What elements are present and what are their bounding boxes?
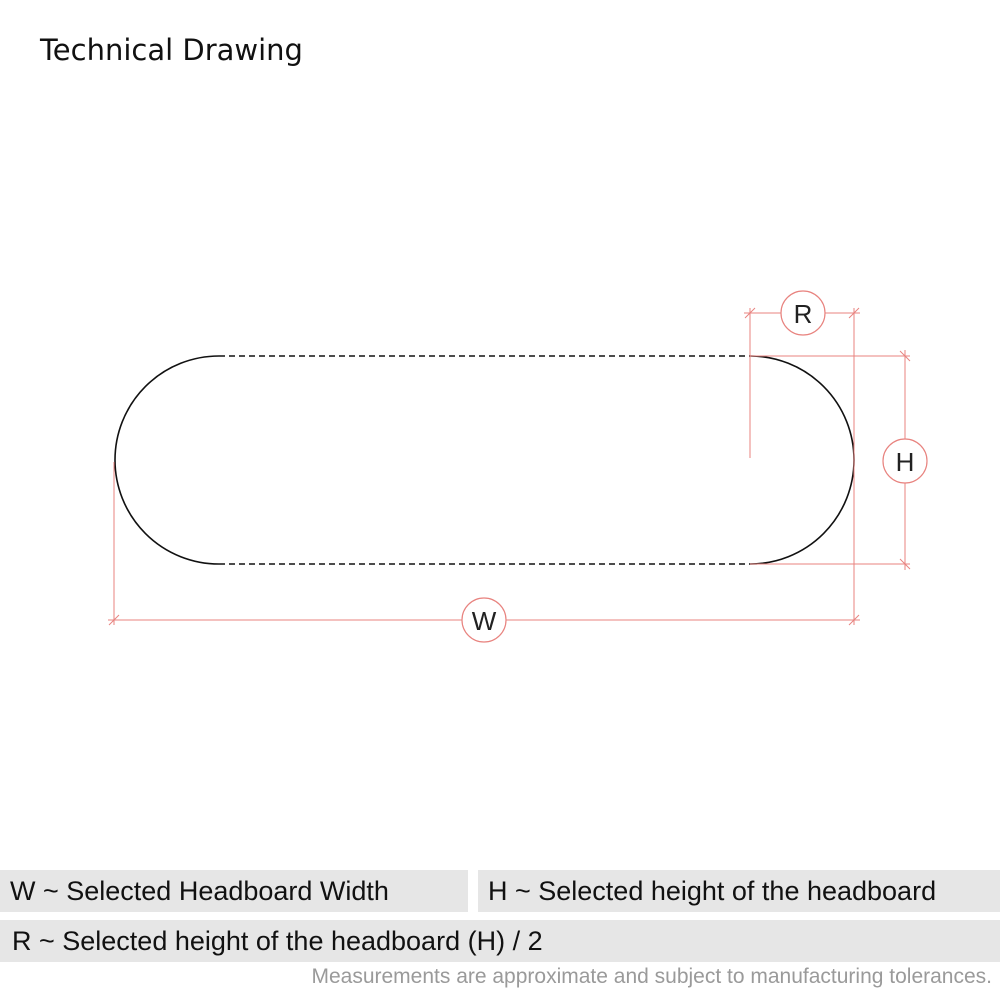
legend-width-key: W	[10, 876, 36, 906]
legend-radius-text: ~ Selected height of the headboard (H) / 2	[31, 926, 543, 956]
disclaimer-text: Measurements are approximate and subject to manufacturing tolerances.	[311, 965, 992, 988]
legend-width-text: ~ Selected Headboard Width	[35, 876, 389, 906]
h-label: H	[895, 447, 915, 477]
w-label: W	[471, 606, 497, 636]
legend-height-key: H	[488, 876, 508, 906]
headboard-outline	[115, 356, 854, 564]
dimension-label-h	[883, 439, 927, 483]
legend-height-text: ~ Selected height of the headboard	[507, 876, 937, 906]
page-title: Technical Drawing	[40, 33, 303, 67]
legend-radius	[0, 920, 1000, 962]
right-arc	[750, 356, 854, 564]
legend-height	[478, 870, 1000, 912]
dimension-label-w	[462, 598, 506, 642]
left-arc	[115, 356, 219, 564]
legend-width	[0, 870, 468, 912]
dimension-label-r	[781, 291, 825, 335]
r-label: R	[793, 299, 813, 329]
legend-radius-key: R	[12, 926, 32, 956]
